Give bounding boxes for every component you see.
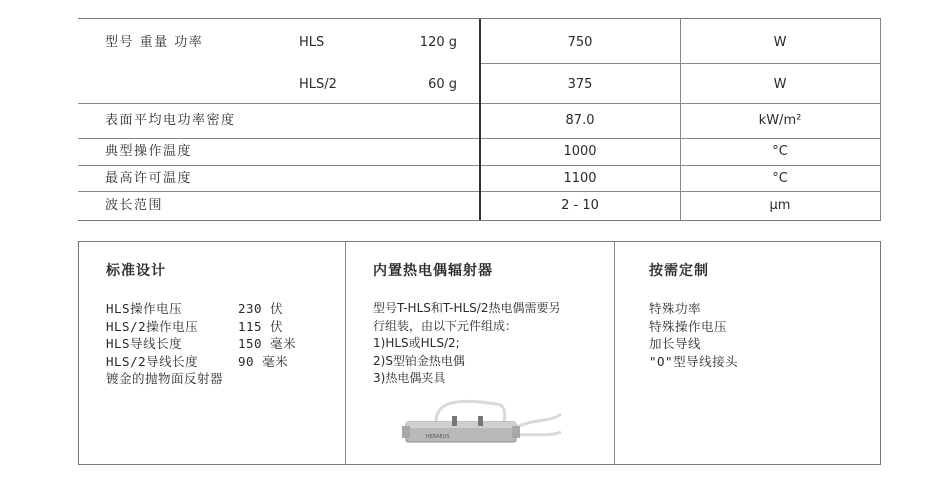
emitter-top — [406, 422, 516, 428]
spec-name: HLS/2导线长度 — [106, 353, 199, 369]
custom-list — [649, 300, 738, 370]
label-power-density: 表面平均电功率密度 — [105, 113, 236, 128]
list-item — [106, 353, 296, 371]
power-hls2: 375 — [567, 77, 593, 92]
label-max-temp: 最高许可温度 — [105, 171, 193, 186]
thermocouple-box — [346, 242, 614, 464]
unit-wavelength: μm — [769, 198, 791, 213]
list-item: "O"型导线接头 — [649, 353, 739, 369]
list-item: 2)S型铂金热电偶 — [373, 353, 465, 368]
column-divider — [680, 19, 681, 220]
model-hls: HLS — [299, 35, 325, 50]
thermocouple-title: 内置热电偶辐射器 — [373, 263, 493, 279]
value-wavelength: 2 - 10 — [561, 198, 599, 213]
end-cap — [402, 426, 410, 438]
list-item: 镀金的抛物面反射器 — [106, 371, 224, 386]
product-label: HERAEUS — [426, 434, 450, 440]
custom-title: 按需定制 — [649, 263, 709, 279]
standard-design-box — [79, 242, 345, 464]
spec-value: 115 伏 — [238, 318, 284, 334]
column-divider — [479, 19, 481, 220]
label-model-weight-power: 型号 重量 功率 — [105, 35, 204, 50]
standard-design-title: 标准设计 — [106, 263, 166, 279]
spec-name: HLS操作电压 — [106, 301, 183, 316]
label-wavelength: 波长范围 — [105, 198, 164, 213]
power-hls: 750 — [567, 35, 593, 50]
list-item — [106, 335, 296, 353]
spec-value: 90 毫米 — [238, 353, 289, 369]
unit-typical-temp: °C — [772, 144, 788, 159]
weight-hls2: 60 g — [428, 77, 457, 92]
custom-box — [615, 242, 881, 464]
list-item: 1)HLS或HLS/2; — [373, 336, 460, 350]
lead-wire — [514, 414, 561, 428]
list-item: 3)热电偶夹具 — [373, 371, 446, 385]
list-item: 特殊操作电压 — [649, 318, 728, 334]
value-max-temp: 1100 — [563, 171, 597, 186]
value-typical-temp: 1000 — [563, 144, 597, 159]
list-item: 加长导线 — [649, 336, 702, 351]
model-hls2: HLS/2 — [299, 77, 337, 92]
unit-hls2: W — [773, 77, 787, 92]
unit-power-density: kW/m² — [758, 113, 802, 128]
weight-hls: 120 g — [419, 35, 457, 50]
thermocouple-emitter-image — [396, 392, 566, 452]
column-divider — [880, 19, 881, 220]
list-item: 特殊功率 — [649, 301, 702, 316]
spec-name: HLS导线长度 — [106, 336, 183, 351]
terminal — [452, 416, 457, 426]
value-power-density: 87.0 — [565, 113, 595, 128]
lead-wire — [436, 401, 505, 422]
spec-value: 230 伏 — [238, 301, 284, 316]
unit-max-temp: °C — [772, 171, 788, 186]
standard-design-list — [106, 300, 296, 388]
label-typical-temp: 典型操作温度 — [105, 144, 193, 159]
info-boxes — [78, 241, 881, 465]
end-cap — [512, 426, 520, 438]
thermocouple-list — [373, 300, 560, 388]
spec-name: HLS/2操作电压 — [106, 318, 199, 334]
list-item — [106, 300, 296, 318]
terminal — [478, 416, 483, 426]
list-item — [106, 318, 296, 336]
spec-value: 150 毫米 — [238, 336, 297, 351]
unit-hls: W — [773, 35, 787, 50]
list-item: 型号T-HLS和T-HLS/2热电偶需要另 — [373, 301, 561, 315]
spec-table — [78, 18, 881, 221]
list-item: 行组装，由以下元件组成： — [373, 318, 518, 333]
